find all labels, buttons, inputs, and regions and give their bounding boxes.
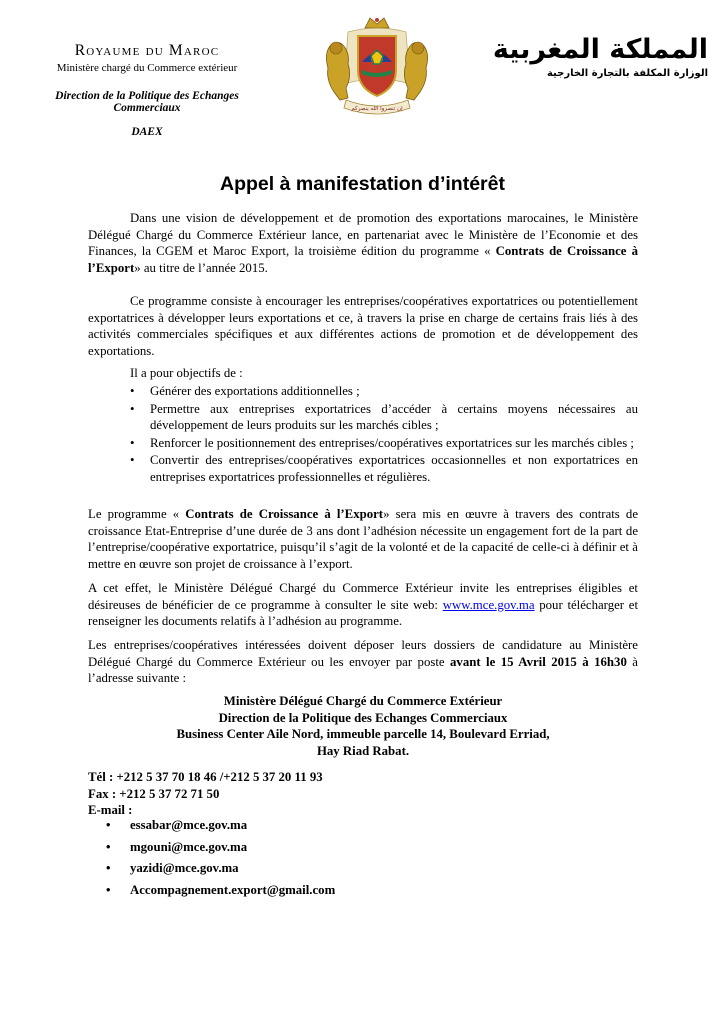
email-address[interactable]: Accompagnement.export@gmail.com xyxy=(130,882,336,897)
bullet-icon: • xyxy=(106,861,111,875)
header-left xyxy=(22,42,272,138)
kingdom-ar: المملكة المغربية xyxy=(492,34,708,65)
email-list xyxy=(106,815,336,901)
bullet-icon: • xyxy=(106,818,111,832)
phone-line: Tél : +212 5 37 70 18 46 /+212 5 37 20 11 93 xyxy=(88,770,323,784)
address-line: Ministère Délégué Chargé du Commerce Extérieur xyxy=(223,694,503,708)
coat-of-arms-emblem xyxy=(318,14,436,118)
kingdom-fr: Royaume du Maroc xyxy=(74,42,220,59)
paragraph-deadline: Les entreprises/coopératives intéressées doivent déposer leurs dossiers de candidature au Ministère Délégué Chargé du Commerce Extérieur ou les envoyer par poste avant le 15 Avril 2015 à 16h30 à l’adresse suivante : xyxy=(88,638,638,685)
program-name: Contrats de Croissance à l’Export xyxy=(185,507,384,521)
address-line: Hay Riad Rabat. xyxy=(316,743,410,758)
email-item xyxy=(106,837,335,859)
email-address[interactable]: mgouni@mce.gov.ma xyxy=(130,839,248,854)
bullet-icon: • xyxy=(130,401,135,416)
list-item: • Renforcer le positionnement des entreprises/coopératives exportatrices sur les marchés cibles ; xyxy=(130,435,634,450)
p1-text-c: » au titre de l’année 2015. xyxy=(134,260,268,275)
bullet-icon: • xyxy=(130,435,135,450)
page-title: Appel à manifestation d’intérêt xyxy=(220,173,505,195)
daex-label: DAEX xyxy=(131,126,163,138)
address-line: Business Center Aile Nord, immeuble parcelle 14, Boulevard Erriad, xyxy=(176,727,550,741)
paragraph-intro xyxy=(88,210,638,276)
email-item xyxy=(106,815,335,837)
bullet-icon: • xyxy=(106,882,111,897)
bullet-icon: • xyxy=(130,453,135,467)
email-address[interactable]: yazidi@mce.gov.ma xyxy=(130,861,239,875)
address-line: Direction de la Politique des Echanges Commerciaux xyxy=(218,710,508,725)
header-right xyxy=(488,34,708,79)
email-label: E-mail : xyxy=(88,803,133,817)
fax-line: Fax : +212 5 37 72 71 50 xyxy=(88,786,220,801)
p1-text-a: Dans une vision de développement et de promotion des exportations marocaines, le Ministère Délégué Chargé du Commerce Extérieur lance, en partenariat avec le Ministère de l’Economie et des Finances, la CGEM et Maroc Export, la troisième édition du programme « xyxy=(88,211,638,258)
ministry-fr: Ministère chargé du Commerce extérieur xyxy=(56,62,238,74)
list-item: • Générer des exportations additionnelles ; xyxy=(130,384,360,398)
list-item: • Convertir des entreprises/coopératives exportatrices occasionnelles et non exportatrices en entreprises exportatrices professionnelles et régulières. xyxy=(130,453,638,484)
email-address[interactable]: essabar@mce.gov.ma xyxy=(130,818,248,832)
paragraph-invitation: A cet effet, le Ministère Délégué Chargé du Commerce Extérieur invite les entreprises éligibles et désireuses de bénéficier de ce programme à consulter le site web: www.mce.gov.ma pour télécharger et renseigner les documents relatifs à l’adhésion au programme. xyxy=(88,581,639,628)
website-link[interactable]: www.mce.gov.ma xyxy=(442,597,535,612)
ministry-ar: الوزارة المكلفة بالتجارة الخارجية xyxy=(546,68,708,79)
emblem-motto: إن تنصروا الله ينصركم xyxy=(351,106,403,112)
program-name: Contrats de Croissance à l’Export xyxy=(88,244,638,275)
objectives-intro: Il a pour objectifs de : xyxy=(130,366,243,380)
email-item xyxy=(106,858,335,880)
bullet-icon: • xyxy=(130,384,135,398)
paragraph-contracts: Le programme « Contrats de Croissance à l’Export» sera mis en œuvre à travers des contrats de croissance Etat-Entreprise d’une durée de 3 ans dont l’adhésion nécessite un engagement fort de la part de l’entreprise/coopérative exportatrice, puisqu’il s’agit de la volonté et de la capacité de celle-ci à définir et à mettre en œuvre son projet de croissance à l’export. xyxy=(88,507,638,571)
email-item xyxy=(106,880,336,902)
bullet-icon: • xyxy=(106,839,111,854)
direction-fr: Direction de la Politique des Echanges Commerciaux xyxy=(55,90,239,114)
paragraph-program: Ce programme consiste à encourager les entreprises/coopératives exportatrices ou potentiellement exportatrices à développer leurs exportations et ce, à travers la prise en charge de certains frais liés à des activités commerciales spécifiques et aux différentes actions de promotion et de développement des exportations. xyxy=(88,294,638,358)
list-item: • Permettre aux entreprises exportatrices d’accéder à certains moyens nécessaires au développement de leurs produits sur les marchés cibles ; xyxy=(130,401,638,432)
address-block xyxy=(88,693,638,759)
objectives-list xyxy=(130,383,638,486)
contact-block xyxy=(88,769,323,819)
deadline: avant le 15 Avril 2015 à 16h30 xyxy=(450,654,627,669)
